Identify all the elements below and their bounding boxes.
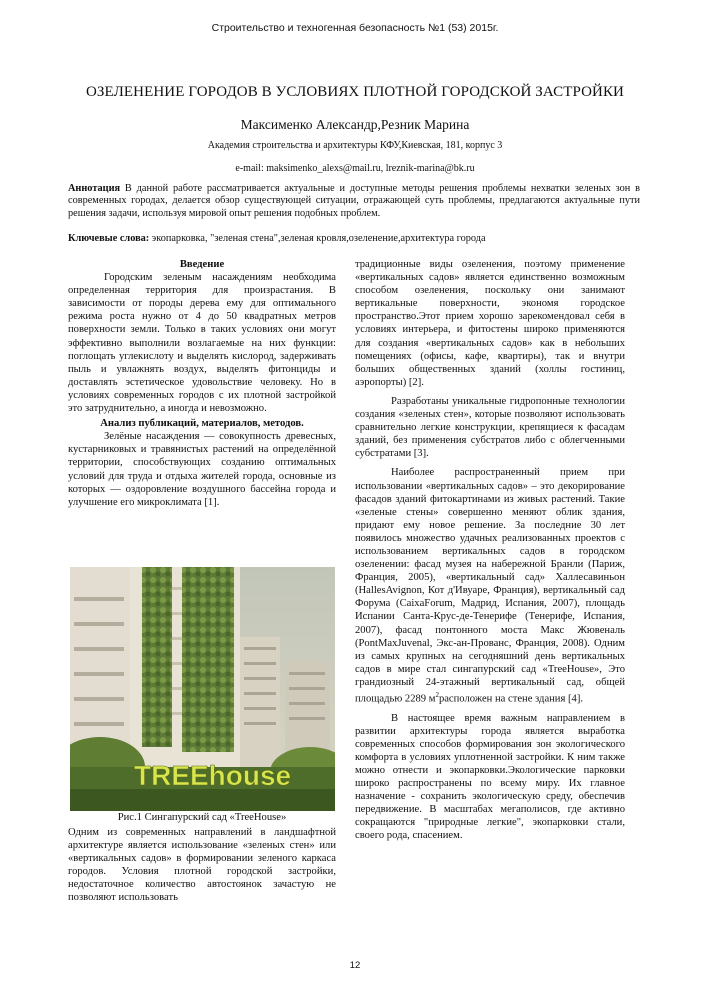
intro-paragraph: Городским зеленым насаждениям необходима определенная территория для произрастания. В зависимости от породы дерева ему для оптимального режима роста нужно от 4 до 50 квадратных метров поверхности земли. Только в таких условиях они могут эффективно выполнили возлагаемые на них функции: поглощать углекислоту и выделять кислород, задерживать пыль и увлажнять воздух, выделять фитонциды и доставлять эстетическое удовольствие человеку. Но в условиях современных городов с их плотной застройкой это затруднительно, а иногда и невозможно. — [68, 272, 336, 415]
right-paragraph-1: традиционные виды озеленения, поэтому применение «вертикальных садов» является единственно возможным способом озеленения, поскольку они занимают вертикальные поверхности, экономя городское пространство.Этот прием хорошо зарекомендовал себя в условиях интерьера, и фитостены широко применяются для создания «вертикальных садов» как в небольших помещениях (офисы, кафе, квартиры), так и внутри больших общественных зданий (холлы гостиниц, аэропорты) [2]. — [355, 259, 625, 388]
treehouse-photo — [70, 567, 335, 811]
abstract-text: В данной работе рассматривается актуальные и доступные методы решения проблемы нехватки зеленых зон в современных городах, делается обзор существующей ситуации, отражающей суть проблемы, предлагаются актуальные пути решения задачи, используя мировой опыт решения подобных проблем. — [68, 183, 640, 219]
right-paragraph-2: Разработаны уникальные гидропонные технологии создания «зеленых стен», которые позволяют использовать сравнительно легкие конструкции, крепящиеся к фасадам зданий, без применения субстратов либо с облегченными субстратами [3]. — [355, 395, 625, 460]
area-unit-superscript: 2 — [435, 691, 439, 699]
analysis-heading: Анализ публикаций, материалов, методов. — [100, 418, 304, 430]
keywords — [68, 233, 640, 244]
right-column — [355, 258, 625, 843]
left-column-top — [68, 258, 336, 509]
intro-heading: Введение — [179, 259, 225, 270]
treehouse-sign: TREEhouse — [134, 760, 292, 791]
article-title: ОЗЕЛЕНЕНИЕ ГОРОДОВ В УСЛОВИЯХ ПЛОТНОЙ ГОРОДСКОЙ ЗАСТРОЙКИ — [86, 84, 624, 100]
right-paragraph-3 — [355, 466, 625, 705]
analysis-paragraph: Зелёные насаждения — совокупность древесных, кустарниковых и травянистых растений на определённой территории, способствующих созданию оптимальных условий для труда и отдыха жителей города, основные из которых — оздоровление воздушного бассейна города и улучшение его микроклимата [1]. — [68, 431, 336, 508]
after-figure-paragraph: Одним из современных направлений в ландшафтной архитектуре является использование «зеленых стен» или «вертикальных садов» в формировании зеленого каркаса городов. Условия плотной городской застройки, недостаточное количество автостоянок зачастую не позволяют использовать — [68, 827, 336, 904]
right-paragraph-3-tail: расположен на стене здания [4]. — [438, 693, 584, 705]
keywords-label: Ключевые слова: — [68, 233, 150, 244]
journal-header: Строительство и техногенная безопасность №1 (53) 2015г. — [211, 22, 499, 34]
figure-caption: Рис.1 Сингапурский сад «TreeHouse» — [117, 812, 287, 823]
left-column-bottom — [68, 826, 336, 905]
right-paragraph-4: В настоящее время важным направлением в развитии архитектуры города является выработка современных способов формирования зон экологического комфорта в условиях уплотненной застройки. К ним также можно отнести и экопарковки.Экологические парковки широко распространены по всему миру. Их главное назначение - сохранить экологическую среду, обеспечив передвижение. В масштабах мегаполисов, где активно сокращаются "природные легкие", экопарковки стали, своего рода, спасением. — [355, 712, 625, 842]
abstract — [68, 183, 640, 220]
page-number: 12 — [349, 960, 361, 971]
right-paragraph-3-text: Наиболее распространенный прием при использовании «вертикальных садов» – это декорирование фасадов зданий фитокартинами из живых растений. Такие «зеленые стены» совершенно меняют облик здания, придают ему новое решение. За последние 30 лет появилось множество удачных реализованных проектов с использованием вертикальных садов в городском озеленении: фасад музея на набережной Бранли (Париж, Франция, 2005), «вертикальный сад» Халлесавиньон (HallesAvignon, Кот д'Ивуаре, Франция), вертикальный сад Форума (CaixaForum, Мадрид, Испания, 2007), площадь Испании Санта-Крус-де-Тенерифе (Тенерифе, Испания, 2007), фасад понтонного моста Макс Жювеналь (PontMaxJuvenal, Экс-ан-Прованс, Франция, 2008). Одним из самых крупных на сегодняшний день вертикальных садов в мире стал сингапурский сад «TreeHouse», Это грандиозный 24-этажный вертикальный сад, общей площадью 2289 м — [355, 467, 625, 705]
keywords-text: экопарковка, "зеленая стена",зеленая кровля,озеленение,архитектура города — [149, 233, 486, 244]
article-authors: Максименко Александр,Резник Марина — [240, 117, 470, 132]
article-affiliation: Академия строительства и архитектуры КФУ,Киевская, 181, корпус 3 — [207, 140, 503, 151]
article-email: e-mail: maksimenko_alexs@mail.ru, lreznik-marina@bk.ru — [235, 163, 475, 174]
abstract-label: Аннотация — [68, 183, 121, 194]
